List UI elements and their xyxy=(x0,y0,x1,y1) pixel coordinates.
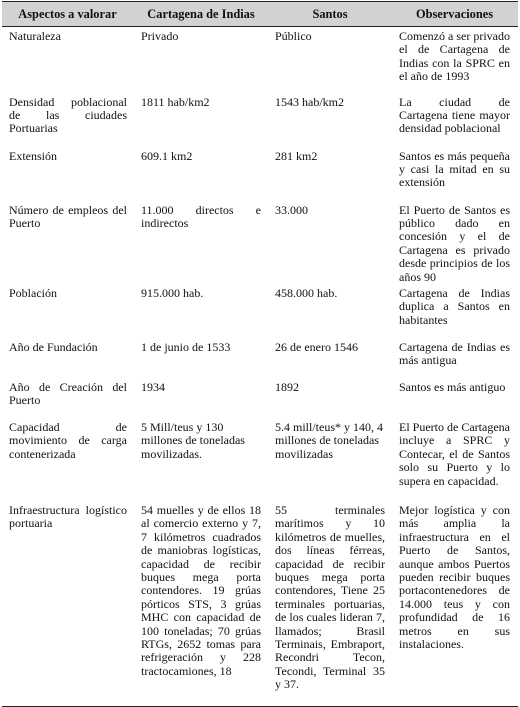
santos-cell: 55 terminales marítimos y 10 kilómetros de muelles, dos líneas férreas, capacidad de recibir buques mega porta contendores, Tiene 25 terminales portuarias, de los cuales lideran 7, llamados; Brasil Terminais, Embraport, Recondri Tecon, Tecondi, Terminal 35 y 37. xyxy=(269,501,391,707)
aspect-cell: Capacidad de movimiento de carga contenerizada xyxy=(9,419,127,461)
santos-cell: 5.4 mill/teus* y 140, 4 millones de toneladas movilizadas xyxy=(275,419,383,461)
observation-cell: Mejor logística y con más amplia la infraestructura en el Puerto de Santos, aunque ambos Puertos pueden recibir buques portacontenedores de 14.000 teus y con profundidad de 16 metros en sus instalaciones. xyxy=(391,501,518,707)
cartagena-cell: 1811 hab/km2 xyxy=(141,94,210,109)
cartagena-cell: 1934 xyxy=(141,379,165,394)
aspect-cell: Infraestructura logístico portuaria xyxy=(2,501,133,707)
santos-cell: 1543 hab/km2 xyxy=(275,94,344,109)
cartagena-cell: 5 Mill/teus y 130 millones de toneladas movilizadas. xyxy=(141,419,245,461)
table-row xyxy=(2,93,518,147)
observation-cell: Comenzó a ser privado el de Cartagena de Indias con la SPRC en el año de 1993 xyxy=(399,29,510,84)
cartagena-cell: 11.000 directos e indirectos xyxy=(141,202,261,230)
santos-cell: 1892 xyxy=(275,379,299,394)
observation-cell: La ciudad de Cartagena tiene mayor densidad poblacional xyxy=(399,94,510,136)
table-row xyxy=(2,338,518,378)
header-cartagena: Cartagena de Indias xyxy=(133,2,269,27)
observation-cell: Cartagena de Indias es más antigua xyxy=(399,339,510,368)
observation-cell: El Puerto de Cartagena incluye a SPRC y Contecar, el de Santos solo su Puerto y lo supera en capacidad. xyxy=(399,419,510,488)
table-row xyxy=(2,27,518,93)
table-row xyxy=(2,147,518,201)
observation-cell: Cartagena de Indias duplica a Santos en habitantes xyxy=(399,285,510,327)
aspect-cell: Densidad poblacional de las ciudades Portuarias xyxy=(9,94,127,136)
observation-cell: Santos es más antiguo xyxy=(399,379,506,394)
santos-cell: Público xyxy=(275,29,312,43)
santos-cell: 26 de enero 1546 xyxy=(275,339,358,354)
aspect-cell: Población xyxy=(9,285,57,300)
cartagena-cell: 1 de junio de 1533 xyxy=(141,339,231,354)
cartagena-cell: 54 muelles y de ellos 18 al comercio externo y 7, 7 kilómetros cuadrados de maniobras logísticas, capacidad de recibir buques mega porta contendores. 19 grúas pórticos STS, 3 grúas MHC con capacidad de 100 toneladas; 70 grúas RTGs, 2652 tomas para refrigeración y 228 tractocamiones, 18 xyxy=(133,501,269,707)
observation-cell: El Puerto de Santos es público dado en concesión y el de Cartagena es privado desde principios de los años 90 xyxy=(399,202,510,284)
table-row xyxy=(2,378,518,418)
comparison-table-container xyxy=(2,1,518,707)
aspect-cell: Año de Creación del Puerto xyxy=(9,379,127,408)
cartagena-cell: 609.1 km2 xyxy=(141,148,193,163)
aspect-cell: Naturaleza xyxy=(9,29,61,43)
santos-cell: 458.000 hab. xyxy=(275,285,338,300)
header-santos: Santos xyxy=(269,2,391,27)
santos-cell: 33.000 xyxy=(275,202,308,217)
table-row xyxy=(2,501,518,707)
aspect-cell: Extensión xyxy=(9,148,57,163)
santos-cell: 281 km2 xyxy=(275,148,318,163)
observation-cell: Santos es más pequeña y casi la mitad en su extensión xyxy=(399,148,510,190)
cartagena-cell: 915.000 hab. xyxy=(141,285,204,300)
comparison-table xyxy=(2,1,518,707)
cartagena-cell: Privado xyxy=(141,29,179,43)
aspect-cell: Número de empleos del Puerto xyxy=(9,202,127,230)
table-row xyxy=(2,418,518,501)
aspect-cell: Año de Fundación xyxy=(9,339,98,354)
table-row xyxy=(2,284,518,338)
header-observations: Observaciones xyxy=(391,2,518,27)
header-aspects: Aspectos a valorar xyxy=(2,2,133,27)
table-row xyxy=(2,201,518,284)
header-row xyxy=(2,2,518,27)
